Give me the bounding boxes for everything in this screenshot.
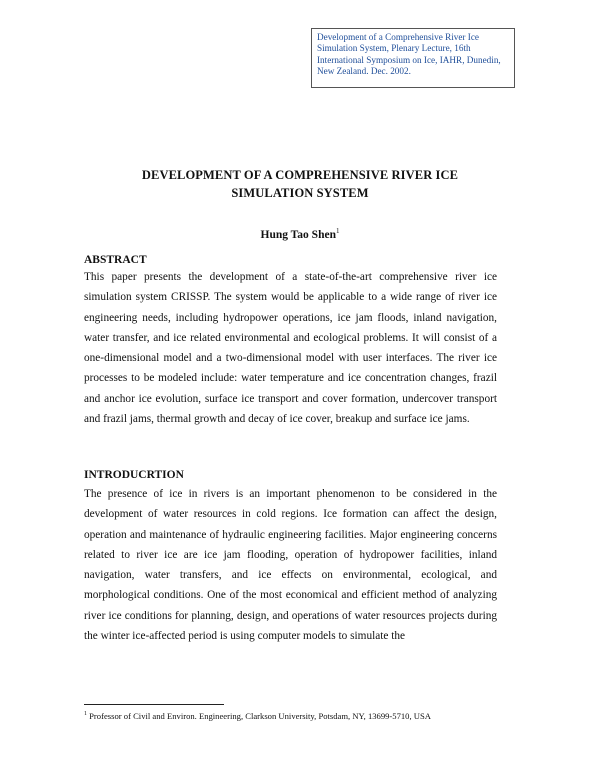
introduction-paragraph: The presence of ice in rivers is an important phenomenon to be considered in the development of water resources in cold regions. Ice formation can affect the design, operation and maintenance of hydraulic engineering facilities. Major engineering concerns related to river ice are ice jam flooding, operation of hydropower facilities, inland navigation, water transfers, and ice effects on environmental, ecological, and morphological conditions. One of the most economical and efficient method of analyzing river ice conditions for planning, design, and operations of water resources projects during the winter ice-affected period is using computer models to simulate the [84,488,497,643]
paper-title-line-1: DEVELOPMENT OF A COMPREHENSIVE RIVER ICE [141,168,459,182]
footnote-text: Professor of Civil and Environ. Engineering, Clarkson University, Potsdam, NY, 13699-5710, USA [89,711,431,721]
abstract-heading: ABSTRACT [84,254,147,266]
footnote [84,711,514,722]
paper-title [60,166,540,202]
author-footnote-mark: 1 [335,227,340,236]
abstract-paragraph: This paper presents the development of a state-of-the-art comprehensive river ice simulation system CRISSP. The system would be applicable to a wide range of river ice engineering needs, including hydropower operations, ice jam floods, inland navigation, water transfer, and ice related environmental and ecological problems. It will consist of a one-dimensional model and a two-dimensional model with user interfaces. The river ice processes to be modeled include: water temperature and ice concentration changes, frazil and anchor ice evolution, surface ice transport and cover formation, undercover transport and frazil jams, thermal growth and decay of ice cover, breakup and surface ice jams. [84,271,497,426]
author-line [60,228,540,242]
author-name: Hung Tao Shen [260,229,336,241]
introduction-heading: INTRODUCRTION [84,469,184,481]
paper-title-line-2: SIMULATION SYSTEM [231,186,369,200]
header-citation-box: Development of a Comprehensive River Ice Simulation System, Plenary Lecture, 16th International Symposium on Ice, IAHR, Dunedin, New Zealand. Dec. 2002. [311,28,515,88]
footnote-mark: 1 [84,711,87,718]
footnote-divider [84,704,224,705]
